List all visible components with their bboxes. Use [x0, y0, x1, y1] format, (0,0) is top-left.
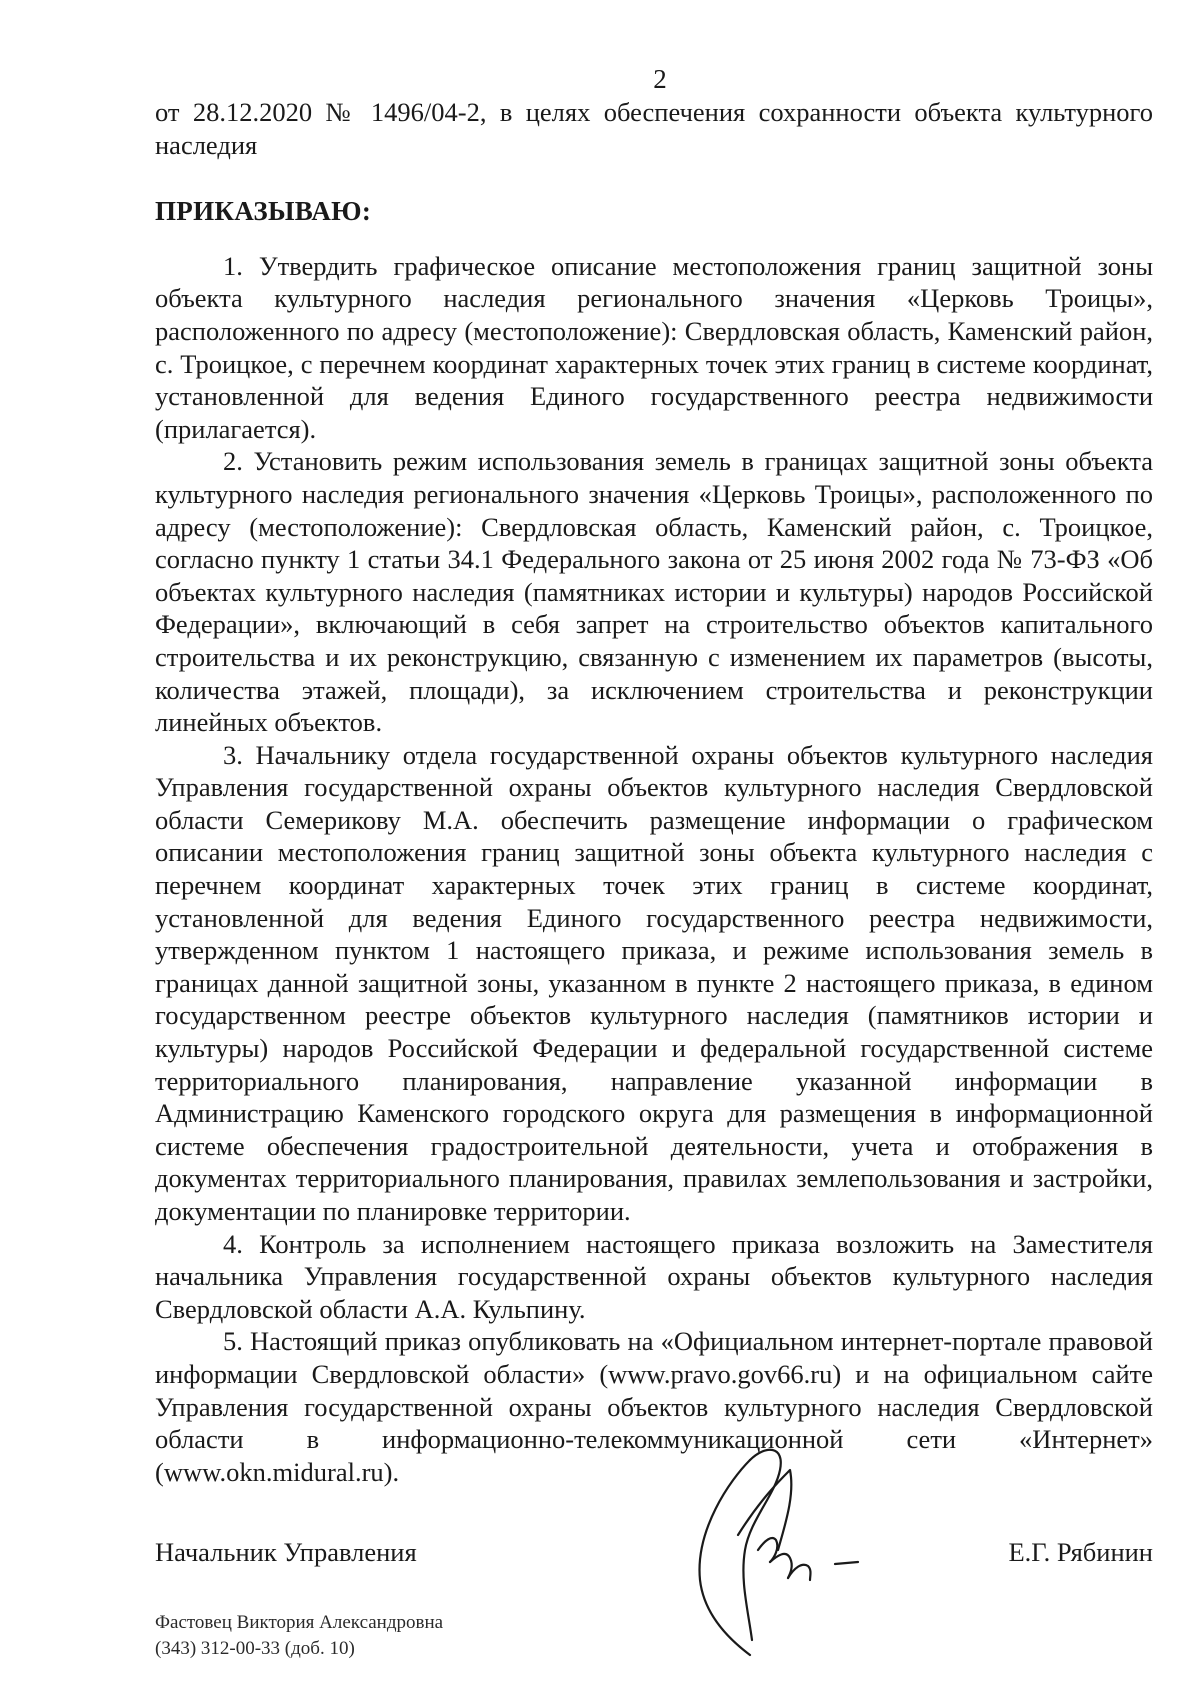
order-item-3: 3. Начальнику отдела государственной охраны объектов культурного наследия Управления государственной охраны объектов культурного наследия Свердловской области Семерикову М.А. обеспечить размещение информации о графическом описании местоположения границ защитной зоны объекта культурного наследия с перечнем координат характерных точек этих границ в системе координат, установленной для ведения Единого государственного реестра недвижимости, утвержденном пунктом 1 настоящего приказа, и режиме использования земель в границах данной защитной зоны, указанном в пункте 2 настоящего приказа, в едином государственном реестре объектов культурного наследия (памятников истории и культуры) народов Российской Федерации и федеральной государственной системе территориального планирования, направление указанной информации в Администрацию Каменского городского округа для размещения в информационной системе обеспечения градостроительной деятельности, учета и отображения в документах территориального планирования, правилах землепользования и застройки, документации по планировке территории. [155, 739, 1153, 1226]
order-item-1: 1. Утвердить графическое описание местоположения границ защитной зоны объекта культурного наследия регионального значения «Церковь Троицы», расположенного по адресу (местоположение): Свердловская область, Каменский район, с. Троицкое, с перечнем координат характерных точек этих границ в системе координат, установленной для ведения Единого государственного реестра недвижимости (прилагается). [155, 250, 1153, 444]
signatory-name: Е.Г. Рябинин [1008, 1537, 1153, 1567]
executor-block [155, 1610, 443, 1662]
signature-block [155, 1537, 1153, 1577]
intro-paragraph: от 28.12.2020 № 1496/04-2, в целях обеспечения сохранности объекта культурного наследия [155, 97, 1153, 160]
executor-name: Фастовец Виктория Александровна [155, 1612, 444, 1633]
order-item-2: 2. Установить режим использования земель в границах защитной зоны объекта культурного наследия регионального значения «Церковь Троицы», расположенного по адресу (местоположение): Свердловская область, Каменский район, с. Троицкое, согласно пункту 1 статьи 34.1 Федерального закона от 25 июня 2002 года № 73-ФЗ «Об объектах культурного наследия (памятниках истории и культуры) народов Российской Федерации», включающий в себя запрет на строительство объектов капитального строительства и их реконструкцию, связанную с изменением их параметров (высоты, количества этажей, площади), за исключением строительства и реконструкции линейных объектов. [155, 446, 1153, 738]
order-item-4: 4. Контроль за исполнением настоящего приказа возложить на Заместителя начальника Управления государственной охраны объектов культурного наследия Свердловской области А.А. Кульпину. [155, 1228, 1153, 1324]
executor-phone: (343) 312-00-33 (доб. 10) [155, 1638, 355, 1659]
document-body [155, 96, 1153, 1488]
handwritten-signature [690, 1440, 920, 1660]
page-number: 2 [653, 64, 667, 94]
signatory-position: Начальник Управления [155, 1537, 417, 1567]
order-heading: ПРИКАЗЫВАЮ: [155, 196, 372, 227]
order-item-5: 5. Настоящий приказ опубликовать на «Официальном интернет-портале правовой информации Свердловской области» (www.pravo.gov66.ru) и на официальном сайте Управления государственной охраны объектов культурного наследия Свердловской области в информационно-телекоммуникационной сети «Интернет» (www.okn.midural.ru). [155, 1326, 1153, 1487]
